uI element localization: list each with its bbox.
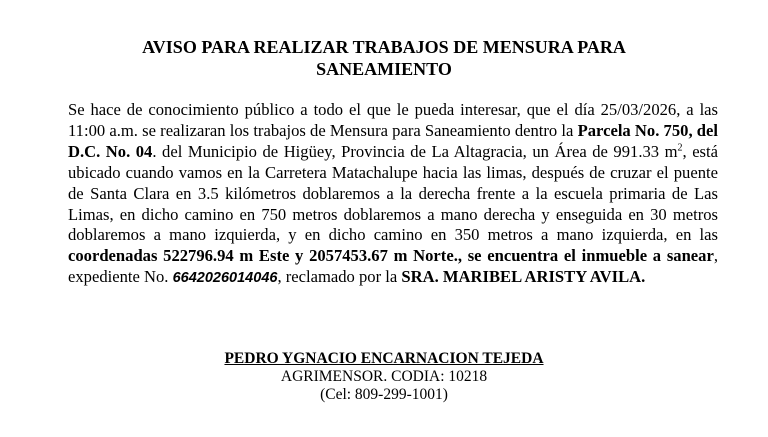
title-line-1: AVISO PARA REALIZAR TRABAJOS DE MENSURA PARA	[142, 37, 626, 57]
body-claim: , reclamado por la	[277, 267, 402, 287]
body-location: . del Municipio de Higüey, Provincia de La Altagracia, un Área de 991.33 m	[152, 141, 678, 161]
expediente-number: 6642026014046	[172, 270, 278, 287]
area-superscript: 2	[677, 142, 683, 154]
coordinates-text: coordenadas 522796.94 m Este y 2057453.67 m Norte., se encuentra el inmueble a sanear	[68, 246, 714, 266]
signer-name: PEDRO YGNACIO ENCARNACION TEJEDA	[224, 350, 544, 367]
parcela-reference: Parcela No. 750, del D.C. No. 04	[68, 120, 718, 161]
notice-title	[0, 36, 768, 80]
title-line-2: SANEAMIENTO	[316, 59, 452, 79]
signer-phone: (Cel: 809-299-1001)	[320, 386, 448, 403]
notice-body	[68, 100, 718, 289]
body-expediente-label: , expediente No.	[68, 246, 718, 287]
claimant-name: SRA. MARIBEL ARISTY AVILA.	[401, 267, 646, 287]
body-intro: Se hace de conocimiento público a todo el que le pueda interesar, que el día 25/03/2026, a las 11:00 a.m. se realizaran los trabajos de Mensura para Saneamiento dentro la	[68, 100, 718, 140]
signer-role: AGRIMENSOR. CODIA: 10218	[280, 368, 488, 385]
signature-block	[0, 350, 768, 404]
body-directions: , está ubicado cuando vamos en la Carretera Matachalupe hacia las limas, después de cruzar el puente de Santa Clara en 3.5 kilómetros doblaremos a la derecha frente a la escuela primaria de Las Limas, en dicho camino en 750 metros doblaremos a mano derecha y enseguida en 30 metros doblaremos a mano izquierda, y en dicho camino en 350 metros a mano izquierda, en las	[68, 141, 718, 245]
